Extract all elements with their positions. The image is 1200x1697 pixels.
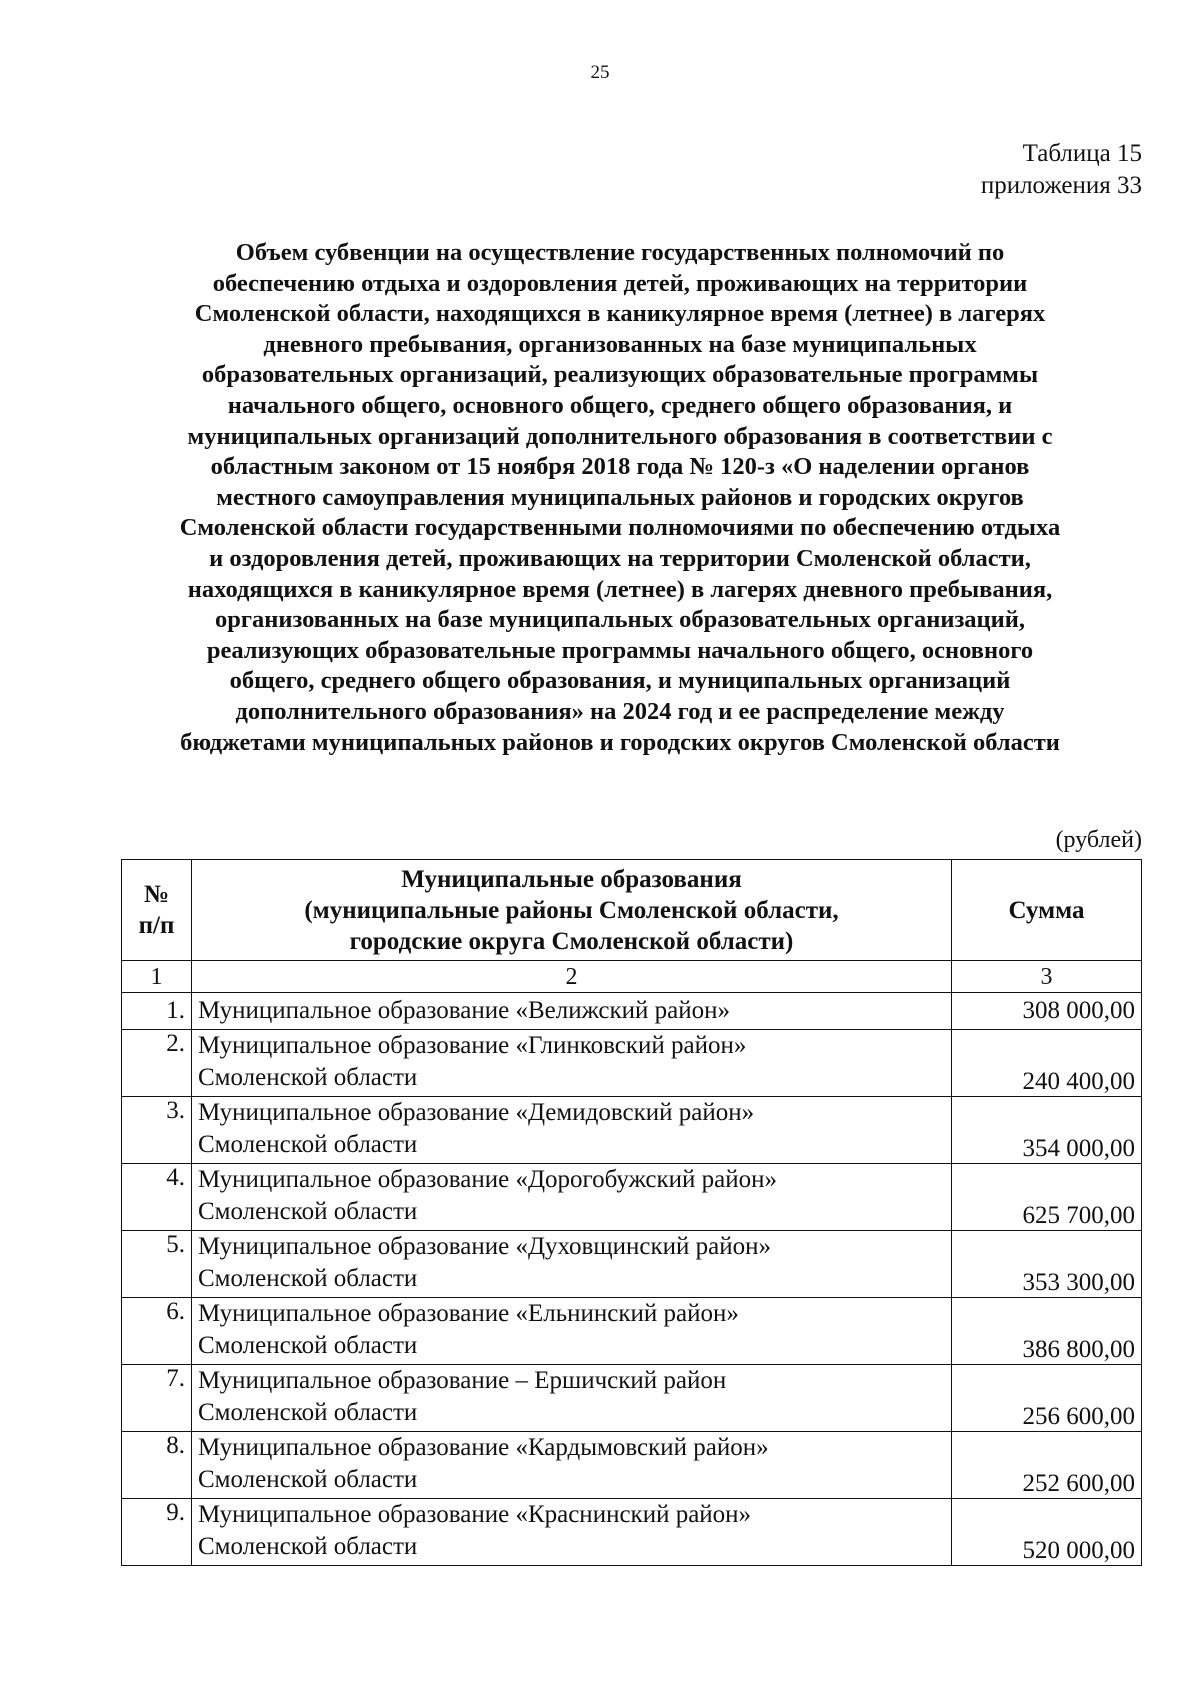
municipality-name-line-2: Смоленской области [198,1466,418,1493]
table-ref-line-2: приложения 33 [980,172,1142,199]
title-line: местного самоуправления муниципальных районов и городских округов [216,483,1024,511]
municipality-name-line-1: Муниципальное образование «Духовщинский район» [198,1233,771,1260]
units-label: (рублей) [1055,827,1142,853]
municipality-name-line-1: Муниципальное образование – Ершичский район [198,1367,727,1394]
title-line: Смоленской области государственными полномочиями по обеспечению отдыха [179,514,1061,542]
row-sum: 252 600,00 [952,1432,1142,1499]
row-sum: 256 600,00 [952,1365,1142,1432]
row-sum: 386 800,00 [952,1298,1142,1365]
municipality-name [192,1432,952,1499]
table-header-row [122,860,1142,961]
title-line: находящихся в каникулярное время (летнее) в лагерях дневного пребывания, [187,575,1053,603]
table-row [122,1365,1142,1432]
page-number: 25 [590,62,610,83]
municipality-name-line-1: Муниципальное образование «Ельнинский район» [198,1300,739,1327]
table-row [122,993,1142,1030]
row-number: 1. [122,993,192,1030]
municipality-name [192,993,952,1030]
municipality-name [192,1097,952,1164]
row-number: 3. [122,1097,192,1164]
municipality-name-line-2: Смоленской области [198,1131,418,1158]
table-row [122,1298,1142,1365]
municipality-name-line-2: Смоленской области [198,1399,418,1426]
column-index: 2 [192,961,952,993]
title-line: Смоленской области, находящихся в каникулярное время (летнее) в лагерях [194,300,1046,328]
title-line: дневного пребывания, организованных на базе муниципальных [263,330,977,358]
table-row [122,1030,1142,1097]
row-number: 2. [122,1030,192,1097]
table-ref-line-1: Таблица 15 [1022,140,1142,167]
title-line: бюджетами муниципальных районов и городских округов Смоленской области [180,728,1060,756]
title-line: и оздоровления детей, проживающих на территории Смоленской области, [209,544,1031,572]
row-number: 4. [122,1164,192,1231]
municipality-name-line-2: Смоленской области [198,1198,418,1225]
municipality-name-line-2: Смоленской области [198,1533,418,1560]
document-title [100,238,1140,758]
row-sum: 354 000,00 [952,1097,1142,1164]
municipality-name-line-2: Смоленской области [198,1265,418,1292]
row-number: 8. [122,1432,192,1499]
column-index: 3 [952,961,1142,993]
row-sum: 240 400,00 [952,1030,1142,1097]
header-municipality-line-3: городские округа Смоленской области) [349,927,794,955]
title-line: организованных на базе муниципальных образовательных организаций, [214,606,1026,634]
table-reference [981,138,1142,202]
row-number: 9. [122,1499,192,1566]
municipality-name [192,1499,952,1566]
title-line: образовательных организаций, реализующих образовательные программы [201,361,1039,389]
row-sum: 308 000,00 [952,993,1142,1030]
municipality-name-line-1: Муниципальное образование «Глинковский район» [198,1032,747,1059]
municipality-name [192,1030,952,1097]
row-sum: 520 000,00 [952,1499,1142,1566]
row-number: 5. [122,1231,192,1298]
table-row [122,1164,1142,1231]
municipality-name-line-1: Муниципальное образование «Дорогобужский район» [198,1166,777,1193]
title-line: обеспечению отдыха и оздоровления детей, проживающих на территории [212,269,1028,297]
municipality-name-line-1: Муниципальное образование «Велижский район» [198,997,730,1024]
title-line: реализующих образовательные программы начального общего, основного [206,636,1034,664]
title-line: общего, среднего общего образования, и муниципальных организаций [229,667,1011,695]
municipality-name-line-2: Смоленской области [198,1332,418,1359]
header-sum: Сумма [952,860,1142,961]
header-municipality-line-2: (муниципальные районы Смоленской области, [304,896,839,924]
municipality-name [192,1231,952,1298]
row-sum: 353 300,00 [952,1231,1142,1298]
municipality-name-line-2: Смоленской области [198,1064,418,1091]
header-municipality-line-1: Муниципальные образования [401,865,742,893]
subsidy-table [121,859,1142,1566]
table-row [122,1499,1142,1566]
municipality-name-line-1: Муниципальное образование «Демидовский район» [198,1099,755,1126]
row-number: 6. [122,1298,192,1365]
row-sum: 625 700,00 [952,1164,1142,1231]
header-number-line-1: № [143,881,170,908]
header-number-line-2: п/п [138,912,175,939]
table-row [122,1231,1142,1298]
header-number [122,860,192,961]
municipality-name [192,1164,952,1231]
municipality-name [192,1365,952,1432]
municipality-name-line-1: Муниципальное образование «Кардымовский район» [198,1434,769,1461]
table-row [122,1097,1142,1164]
municipality-name [192,1298,952,1365]
title-line: Объем субвенции на осуществление государственных полномочий по [235,239,1005,266]
title-line: начального общего, основного общего, среднего общего образования, и [227,391,1013,419]
municipality-name-line-1: Муниципальное образование «Краснинский район» [198,1501,752,1528]
row-number: 7. [122,1365,192,1432]
title-line: дополнительного образования» на 2024 год и ее распределение между [235,697,1005,725]
title-line: муниципальных организаций дополнительного образования в соответствии с [187,422,1053,450]
title-line: областным законом от 15 ноября 2018 года № 120-з «О наделении органов [210,453,1030,481]
header-municipality [192,860,952,961]
table-row [122,1432,1142,1499]
column-index: 1 [122,961,192,993]
column-index-row [122,961,1142,993]
